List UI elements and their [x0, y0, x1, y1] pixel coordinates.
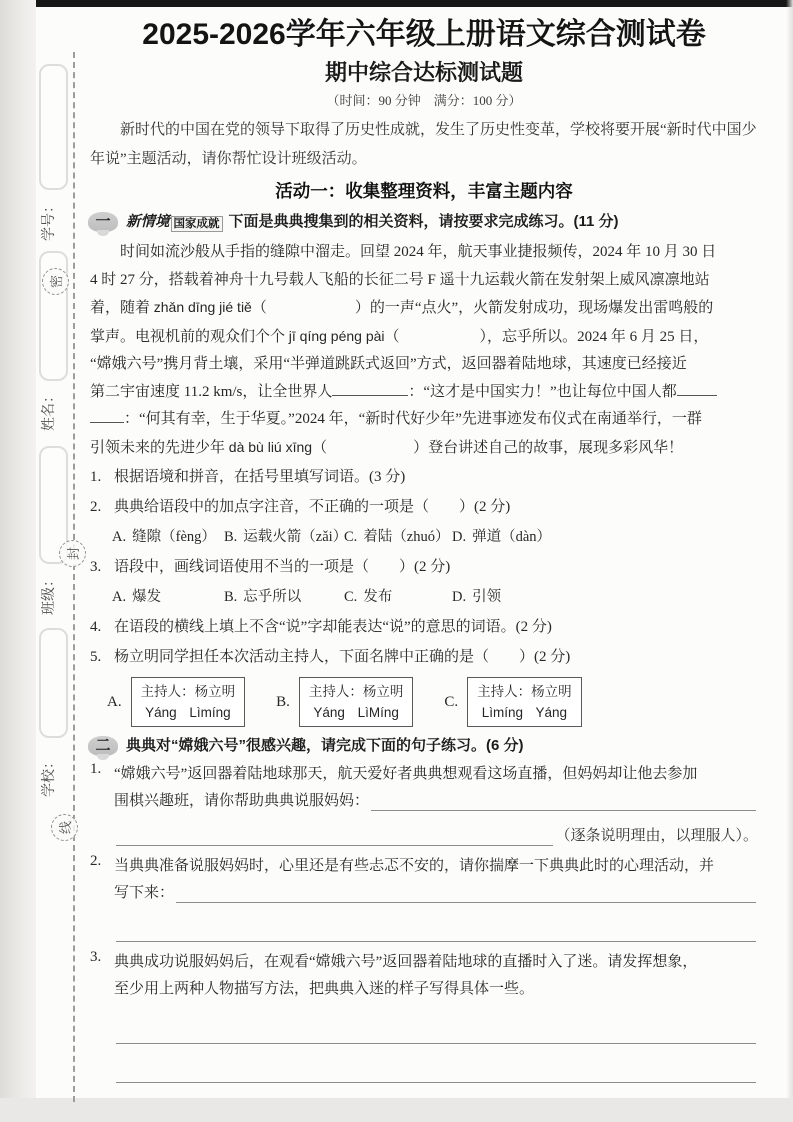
- section-one-badge: 一: [88, 212, 118, 232]
- section-two-header: [90, 734, 758, 758]
- nameplate-option-label: B.: [276, 693, 290, 710]
- intro-paragraph: 新时代的中国在党的领导下取得了历史性成就，发生了历史性变革，学校将要开展“新时代中国少年说”主题活动，请你帮忙设计班级活动。: [90, 122, 757, 167]
- text-run: 杨立明同学担任本次活动主持人，下面名牌中正确的是（ ）(2 分): [114, 649, 571, 665]
- text-run: 出雷鸣般的: [638, 300, 714, 316]
- margin-write-box[interactable]: [39, 628, 68, 738]
- answer-blank[interactable]: [332, 381, 408, 396]
- answer-line[interactable]: [116, 825, 553, 846]
- text-run: 4 时 27 分，搭载着神舟十九号载人飞船的长征二号 F 遥十九运: [90, 271, 500, 288]
- margin-write-box[interactable]: [39, 64, 68, 190]
- question-row: [90, 612, 758, 642]
- option-c[interactable]: [344, 582, 452, 612]
- answer-space[interactable]: [400, 327, 480, 341]
- option-a[interactable]: [112, 582, 224, 612]
- text-run: “嫦娥六号”返回器着陆地球那天，航天爱好者典典想观看这场直播，但妈妈却让他去参加: [114, 766, 698, 782]
- answer-line[interactable]: [116, 1062, 756, 1083]
- text-run: 陆地球，其速度已经接近: [521, 356, 687, 372]
- pinyin-text: dà bù liú xīng: [228, 438, 313, 455]
- text-run: ）登台讲述自己的故事，展现多彩风华！: [413, 439, 684, 456]
- section-two-badge: 二: [88, 736, 118, 756]
- passage-line: [90, 379, 758, 407]
- option-d[interactable]: [452, 522, 551, 552]
- answer-line[interactable]: [116, 1023, 756, 1044]
- option-b[interactable]: [224, 522, 348, 552]
- underlined-word: 发布: [521, 411, 552, 427]
- option-label: D.: [452, 589, 467, 605]
- answer-space[interactable]: [327, 438, 413, 452]
- question-number: 5.: [90, 649, 102, 665]
- activity-heading: 活动一：收集整理资料，丰富主题内容: [275, 181, 573, 201]
- nameplate-option-label: A.: [107, 693, 122, 710]
- text-run: 未来的先进少年: [120, 439, 229, 456]
- question-number: 1.: [90, 469, 102, 485]
- text-run: ），: [479, 328, 503, 345]
- question-row: [90, 492, 758, 522]
- sentence-exercise-item: [90, 949, 758, 1087]
- question-text: [114, 462, 758, 492]
- question-line: [114, 761, 758, 788]
- nameplate-card[interactable]: [299, 677, 414, 727]
- paper-content: [90, 18, 758, 1087]
- dotted-char: 缝: [270, 244, 286, 260]
- student-name-label: 姓名：: [42, 389, 57, 431]
- pinyin-text: zhǎn dīng jié tiě: [153, 299, 252, 315]
- nameplate-card[interactable]: [131, 677, 246, 727]
- section-two-lead: 典典对“嫦娥六号”很感兴趣，请完成下面的句子练习。(6 分): [126, 737, 524, 754]
- scan-bottom-edge: [0, 1098, 793, 1122]
- dotted-char: 缝: [132, 529, 147, 545]
- dotted-char: 弹: [304, 356, 320, 372]
- nameplate-host-line: 主持人：杨立明: [477, 684, 572, 699]
- text-run: 第二宇宙速度 11.2 km/s，让全世界人: [90, 383, 333, 400]
- question-line: [114, 823, 758, 850]
- question-line: [114, 976, 758, 1003]
- underlined-word: 引领: [90, 439, 121, 456]
- passage-line: [90, 406, 758, 434]
- question-line: [114, 880, 758, 907]
- passage-line: [90, 267, 758, 295]
- option-label: A.: [112, 529, 127, 545]
- section-one-header: [90, 210, 758, 234]
- dotted-char: 着: [363, 529, 378, 545]
- text-run: 火箭（zǎi）: [272, 529, 348, 545]
- school-label: 学校：: [42, 755, 57, 797]
- time-score-meta: （时间：90 分钟 满分：100 分）: [326, 93, 522, 108]
- text-run: 当典典准备说服妈妈时，心里还是有些忐忑不安的，请你揣摩一下典典此时的心理活动，并: [114, 858, 715, 874]
- paper-title: 2025-2026学年六年级上册语文综合测试卷: [142, 18, 706, 51]
- text-run: 典典给语段中的加点字注音，不正确的一项是（ ）(2 分): [114, 499, 511, 515]
- text-run: 时间如流沙般从手指的: [90, 244, 271, 260]
- text-run: 引领: [472, 589, 502, 605]
- question-text: [114, 612, 758, 642]
- nameplate-host-line: 主持人：杨立明: [308, 684, 404, 699]
- question-body: [114, 761, 758, 850]
- question-number: 4.: [90, 619, 102, 635]
- seal-char-xian: 线: [51, 814, 78, 841]
- option-label: C.: [344, 589, 358, 605]
- class-label: 班级：: [42, 573, 57, 615]
- seal-char-mi: 密: [42, 268, 69, 295]
- nameplate-options-row: [90, 677, 758, 727]
- note-text: （逐条说明理由，以理服人）。: [555, 828, 758, 844]
- section-two-questions: [90, 761, 758, 1087]
- option-b[interactable]: [224, 582, 344, 612]
- text-run: 着，随着: [90, 300, 154, 316]
- sentence-exercise-item: [90, 761, 758, 850]
- question-number: 1.: [90, 761, 102, 777]
- new-context-tag: 新情境: [126, 214, 170, 230]
- options-row: [90, 522, 758, 552]
- question-row: [90, 462, 758, 492]
- text-run: 典典成功说服妈妈后，在观看“嫦娥六号”返回器着陆地球的直播时入了迷。请发挥想象，: [114, 954, 698, 970]
- option-label: B.: [224, 529, 238, 545]
- text-run: 发布: [363, 589, 393, 605]
- text-run: 运: [243, 529, 258, 545]
- text-run: 掌声。电视机前的观众们个个: [90, 328, 289, 345]
- nameplate-host-line: 主持人：杨立明: [140, 684, 236, 699]
- seal-char-feng: 封: [59, 540, 86, 567]
- text-run: 隙中溜走。回望 2024 年，航天事业捷报频传，2024 年 10 月 30 日: [285, 244, 717, 260]
- text-run: “嫦娥六号”携月背土壤，采用“半: [90, 356, 305, 372]
- text-run: 围棋兴趣班，请你帮助典典说服妈妈：: [114, 793, 370, 809]
- option-label: D.: [452, 529, 467, 545]
- section-one-questions: [90, 462, 758, 727]
- text-run: 火箭在发射架上威风凛凛地站: [514, 271, 710, 288]
- answer-line[interactable]: [176, 882, 756, 903]
- text-run: 爆发: [132, 589, 162, 605]
- nameplate-pinyin-line: Yáng Lìmíng: [145, 705, 231, 720]
- paper-subtitle: 期中综合达标测试题: [324, 60, 523, 85]
- dotted-char: 弹: [472, 529, 487, 545]
- options-row: [90, 582, 758, 612]
- text-run: 语段中，画线词语使用不当的一项是（ ）(2 分): [114, 559, 451, 575]
- option-d[interactable]: [452, 582, 501, 612]
- nameplate-option-label: C.: [444, 693, 459, 710]
- dotted-char: 载: [257, 529, 273, 545]
- question-number: 2.: [90, 853, 102, 869]
- text-run: ：“这才是中国实力！”也让每位中国人都: [408, 383, 677, 400]
- question-row: [90, 552, 758, 582]
- dotted-char: 着: [506, 356, 522, 372]
- text-run: ）的一声“点火”，火箭发射成功，现场: [354, 300, 609, 316]
- text-run: （: [384, 328, 400, 345]
- passage-line: [90, 323, 758, 352]
- question-number: 2.: [90, 499, 102, 515]
- option-a[interactable]: [112, 522, 224, 552]
- dotted-char: 载: [499, 271, 515, 288]
- passage-line: [90, 294, 758, 323]
- question-body: [114, 949, 758, 1087]
- text-run: 道（dàn）: [486, 529, 552, 545]
- answer-blank[interactable]: [90, 408, 124, 423]
- text-run: 仪式在南通举行，一群: [551, 411, 702, 427]
- answer-line[interactable]: [371, 790, 756, 811]
- question-text: [114, 552, 758, 582]
- question-row: [90, 642, 758, 672]
- answer-blank[interactable]: [677, 381, 717, 396]
- section-one-lead: 下面是典典搜集到的相关资料，请按要求完成练习。(11 分): [228, 213, 619, 230]
- text-run: 写下来：: [114, 885, 175, 901]
- sentence-exercise-item: [90, 853, 758, 946]
- question-body: [114, 853, 758, 946]
- pinyin-text: jī qíng péng pài: [288, 327, 385, 344]
- text-run: 在语段的横线上填上不含“说”字却能表达“说”的意思的词语。(2 分): [114, 619, 552, 635]
- passage-line: [90, 434, 758, 463]
- option-label: B.: [224, 589, 238, 605]
- nameplate-card[interactable]: [467, 677, 582, 727]
- national-achievement-tag: 国家成就: [171, 216, 223, 232]
- text-run: 隙（fèng）: [146, 529, 216, 545]
- option-label: C.: [344, 529, 358, 545]
- question-line: [114, 921, 758, 946]
- question-text: [114, 492, 758, 522]
- student-id-label: 学号：: [42, 199, 57, 241]
- reading-passage: [90, 239, 758, 462]
- option-c[interactable]: [344, 522, 452, 552]
- text-run: 。2024 年 6 月 25 日，: [562, 328, 709, 345]
- answer-space[interactable]: [267, 298, 355, 312]
- scan-left-edge: [0, 0, 36, 1100]
- text-run: 至少用上两种人物描写方法，把典典入迷的样子写得具体一些。: [114, 981, 535, 997]
- question-line: [114, 949, 758, 976]
- scan-right-edge: [786, 0, 793, 1122]
- question-line: [114, 1062, 758, 1087]
- passage-line: [90, 239, 758, 267]
- question-text: [114, 642, 758, 672]
- text-run: 根据语境和拼音，在括号里填写词语。(3 分): [114, 469, 406, 485]
- seal-dashed-line: [73, 52, 75, 1102]
- question-line: [114, 788, 758, 815]
- text-run: 陆（zhuó）: [377, 529, 450, 545]
- option-label: A.: [112, 589, 127, 605]
- underlined-word: 忘乎所以: [502, 328, 563, 345]
- question-number: 3.: [90, 559, 102, 575]
- question-number: 3.: [90, 949, 102, 965]
- scan-top-edge: [34, 0, 793, 7]
- text-run: ：“何其有幸，生于华夏。”2024 年，“新时代好少年”先进事迹: [124, 411, 522, 427]
- nameplate-pinyin-line: Yáng LìMíng: [313, 705, 399, 720]
- passage-line: [90, 351, 758, 379]
- underlined-word: 爆发: [608, 300, 639, 316]
- nameplate-pinyin-line: Lìmíng Yáng: [481, 705, 568, 720]
- text-run: 道跳跃式返回”方式，返回器: [320, 356, 507, 372]
- question-line: [114, 853, 758, 880]
- question-line: [114, 1023, 758, 1048]
- text-run: （: [312, 439, 328, 456]
- text-run: （: [251, 300, 267, 316]
- text-run: 忘乎所以: [243, 589, 302, 605]
- answer-line[interactable]: [116, 921, 756, 942]
